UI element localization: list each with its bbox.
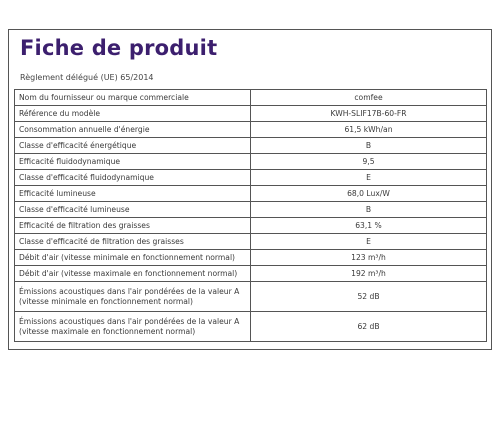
row-label: Référence du modèle xyxy=(15,106,251,122)
table-row xyxy=(15,90,487,106)
table-row xyxy=(15,170,487,186)
table-row xyxy=(15,186,487,202)
row-value: 63,1 % xyxy=(251,218,487,234)
row-value: 52 dB xyxy=(251,282,487,312)
row-value: 68,0 Lux/W xyxy=(251,186,487,202)
regulation-subtitle: Règlement délégué (UE) 65/2014 xyxy=(20,73,154,82)
row-label: Émissions acoustiques dans l'air pondérées de la valeur A (vitesse maximale en fonctionnement normal) xyxy=(15,312,251,342)
table-row xyxy=(15,282,487,312)
table-row xyxy=(15,202,487,218)
table-row xyxy=(15,250,487,266)
row-label: Consommation annuelle d'énergie xyxy=(15,122,251,138)
row-value: KWH-SLIF17B-60-FR xyxy=(251,106,487,122)
row-value: B xyxy=(251,202,487,218)
row-value: 61,5 kWh/an xyxy=(251,122,487,138)
row-value: comfee xyxy=(251,90,487,106)
table-row xyxy=(15,154,487,170)
row-value: E xyxy=(251,234,487,250)
row-label: Débit d'air (vitesse minimale en fonctionnement normal) xyxy=(15,250,251,266)
table-row xyxy=(15,218,487,234)
page-title: Fiche de produit xyxy=(20,36,218,60)
row-label: Efficacité de filtration des graisses xyxy=(15,218,251,234)
table-row xyxy=(15,234,487,250)
table-row xyxy=(15,138,487,154)
row-value: 192 m³/h xyxy=(251,266,487,282)
table-row xyxy=(15,266,487,282)
row-value: 123 m³/h xyxy=(251,250,487,266)
table-row xyxy=(15,106,487,122)
row-value: B xyxy=(251,138,487,154)
row-label: Efficacité lumineuse xyxy=(15,186,251,202)
row-label: Classe d'efficacité énergétique xyxy=(15,138,251,154)
row-label: Émissions acoustiques dans l'air pondérées de la valeur A (vitesse minimale en fonctionnement normal) xyxy=(15,282,251,312)
row-value: 9,5 xyxy=(251,154,487,170)
row-value: E xyxy=(251,170,487,186)
row-label: Classe d'efficacité fluidodynamique xyxy=(15,170,251,186)
row-value: 62 dB xyxy=(251,312,487,342)
product-sheet xyxy=(8,29,492,350)
row-label: Nom du fournisseur ou marque commerciale xyxy=(15,90,251,106)
row-label: Classe d'efficacité lumineuse xyxy=(15,202,251,218)
row-label: Classe d'efficacité de filtration des graisses xyxy=(15,234,251,250)
row-label: Débit d'air (vitesse maximale en fonctionnement normal) xyxy=(15,266,251,282)
row-label: Efficacité fluidodynamique xyxy=(15,154,251,170)
spec-table xyxy=(14,89,487,342)
table-row xyxy=(15,312,487,342)
table-row xyxy=(15,122,487,138)
